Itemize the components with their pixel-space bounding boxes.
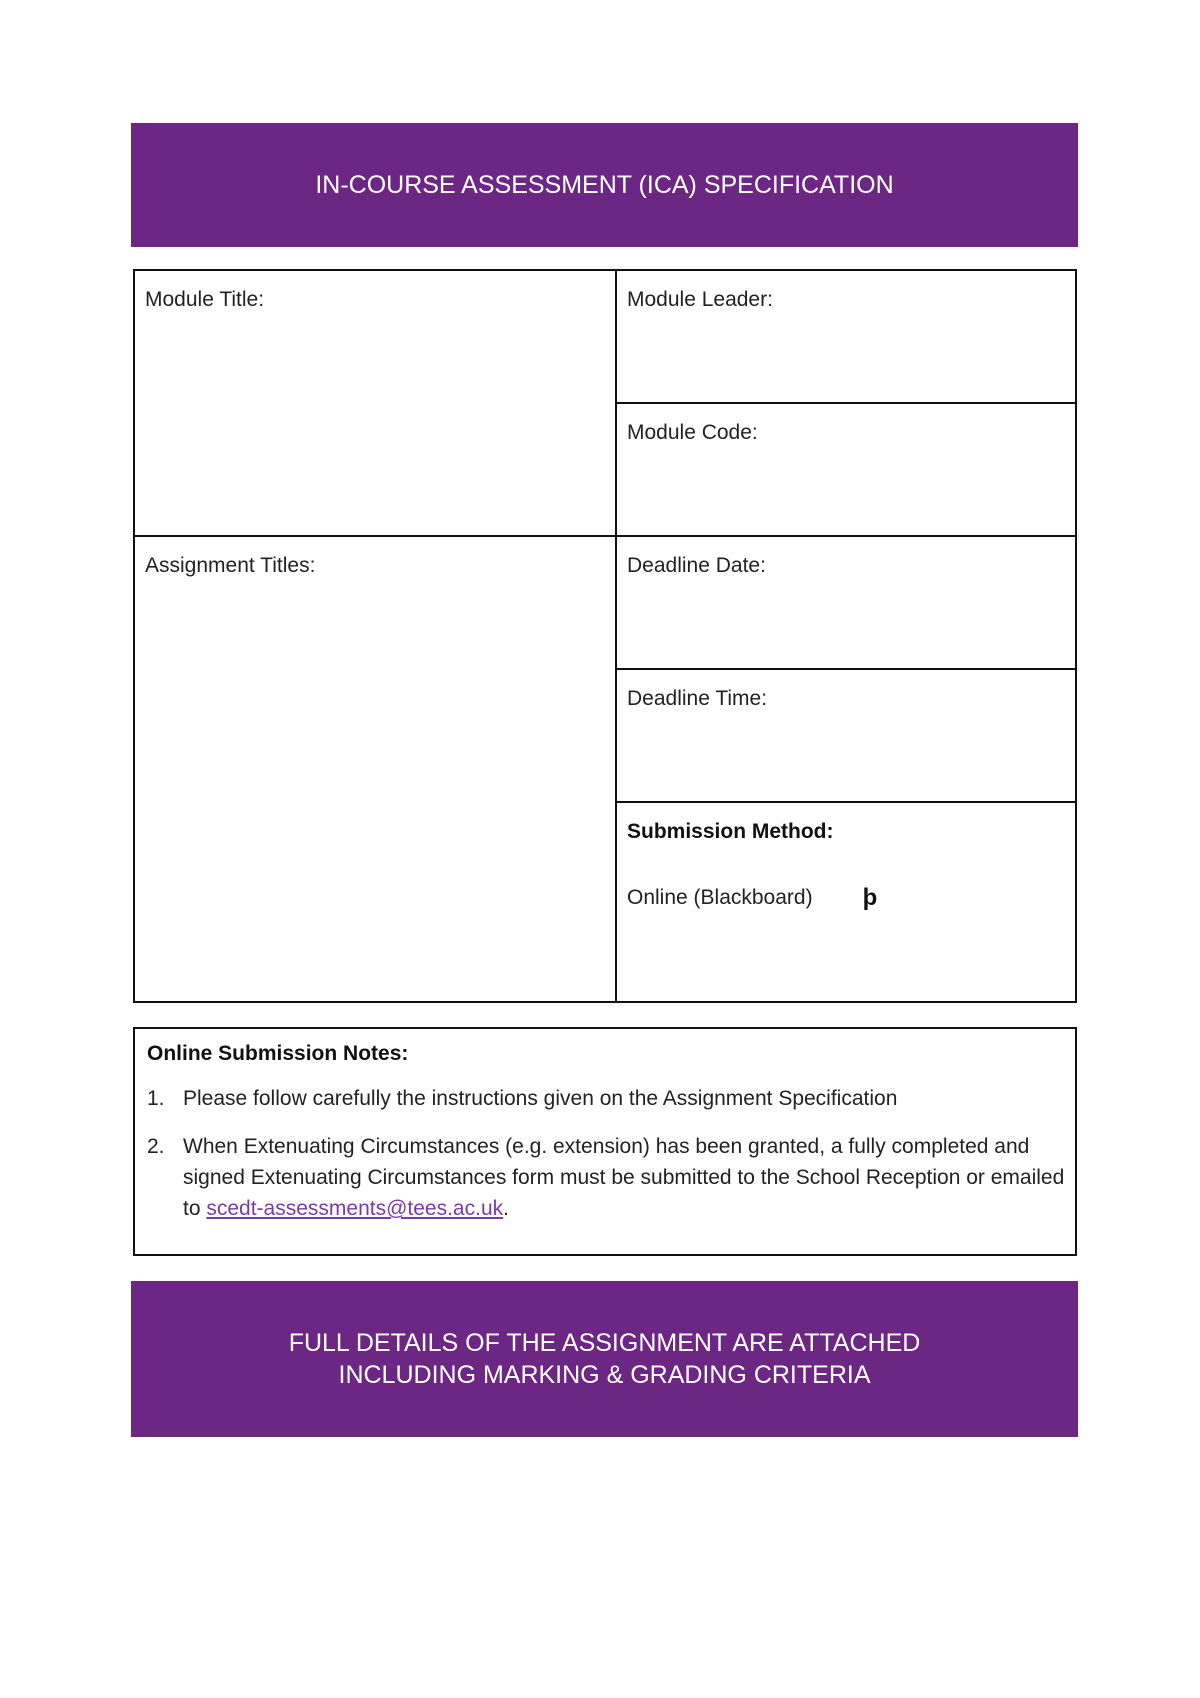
submission-method-cell	[617, 803, 1075, 1001]
module-details-table	[133, 269, 1077, 1003]
module-leader-label: Module Leader:	[627, 288, 773, 311]
notes-list-item	[147, 1083, 1065, 1114]
list-number: 1.	[147, 1087, 165, 1110]
footer-text	[289, 1327, 921, 1391]
footer-line-2: INCLUDING MARKING & GRADING CRITERIA	[338, 1361, 871, 1389]
assignment-titles-cell	[135, 537, 617, 1001]
module-code-cell	[617, 404, 1075, 537]
deadline-date-label: Deadline Date:	[627, 554, 766, 577]
note-text-after-link: .	[503, 1197, 509, 1220]
list-number: 2.	[147, 1135, 165, 1158]
page-title: IN-COURSE ASSESSMENT (ICA) SPECIFICATION	[315, 171, 894, 199]
footer-banner	[131, 1281, 1078, 1437]
notes-list	[147, 1083, 1065, 1224]
notes-list-item	[147, 1131, 1065, 1224]
online-submission-notes	[133, 1027, 1077, 1256]
submission-method-label: Submission Method:	[627, 820, 834, 843]
deadline-time-label: Deadline Time:	[627, 687, 768, 710]
module-title-cell	[135, 271, 617, 537]
submission-method-option	[627, 885, 1065, 911]
notes-title: Online Submission Notes:	[147, 1042, 409, 1065]
note-text	[183, 1131, 1065, 1224]
footer-line-1: FULL DETAILS OF THE ASSIGNMENT ARE ATTACHED	[288, 1329, 921, 1357]
header-banner	[131, 123, 1078, 247]
module-leader-cell	[617, 271, 1075, 404]
deadline-time-cell	[617, 670, 1075, 803]
deadline-date-cell	[617, 537, 1075, 670]
note-text-before-link: When Extenuating Circumstances (e.g. extension) has been granted, a fully completed and signed Extenuating Circumstances form must be submitted to the School Reception or emailed to	[183, 1135, 1065, 1220]
assignment-titles-label: Assignment Titles:	[145, 554, 316, 577]
module-title-label: Module Title:	[145, 288, 265, 311]
module-code-label: Module Code:	[627, 421, 758, 444]
email-link[interactable]: scedt-assessments@tees.ac.uk	[206, 1197, 504, 1220]
note-text: Please follow carefully the instructions given on the Assignment Specification	[183, 1087, 898, 1110]
submission-method-value: Online (Blackboard)	[627, 886, 813, 909]
checkbox-mark-icon: þ	[862, 884, 878, 911]
